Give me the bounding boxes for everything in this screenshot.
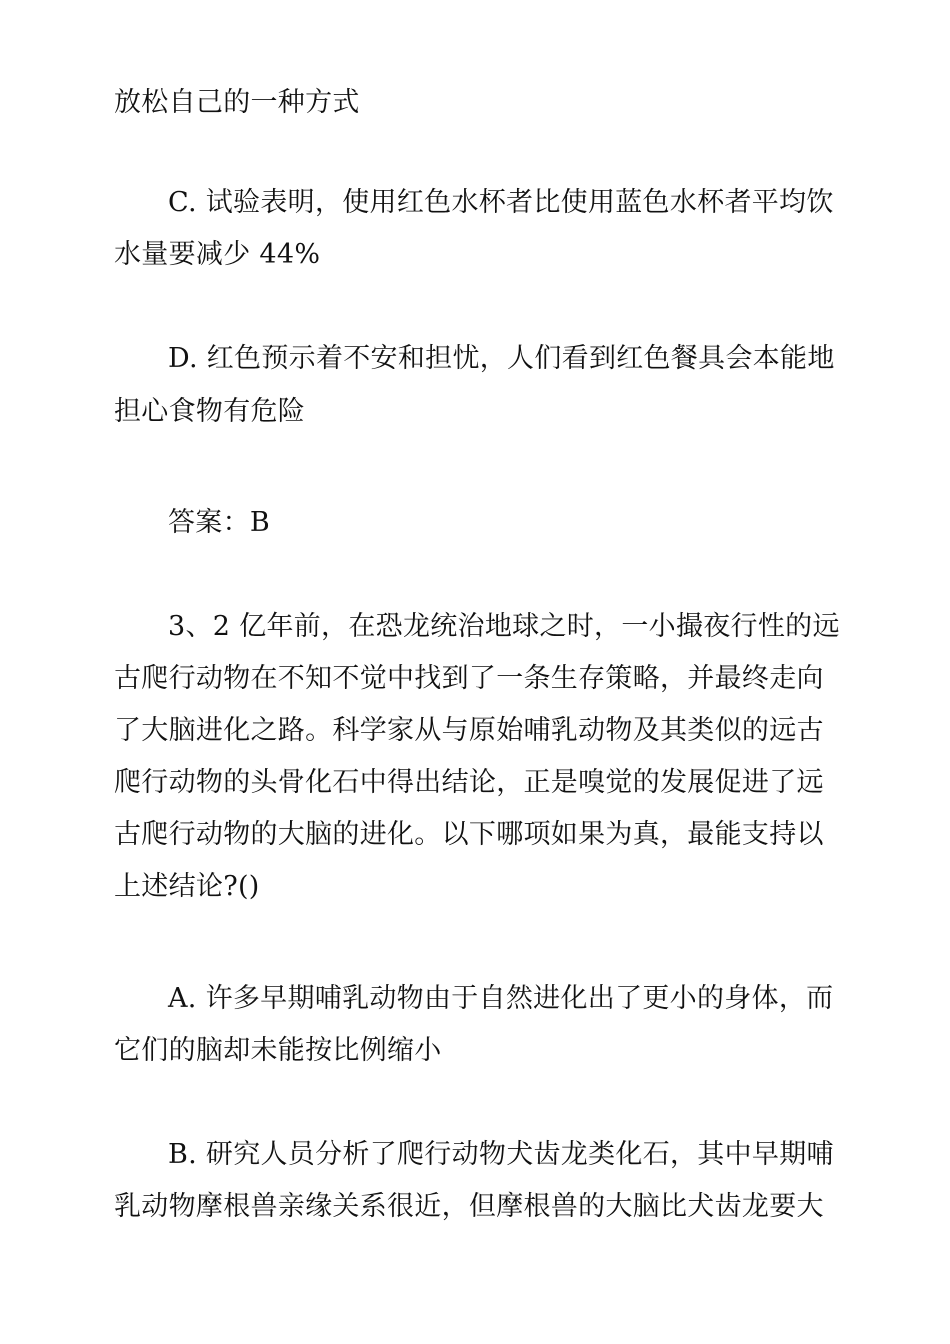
option-b-line-1: B. 研究人员分析了爬行动物犬齿龙类化石，其中早期哺	[168, 1139, 834, 1170]
option-d-line-1: D. 红色预示着不安和担忧，人们看到红色餐具会本能地	[168, 343, 835, 374]
option-a-line-1: A. 许多早期哺乳动物由于自然进化出了更小的身体，而	[168, 983, 834, 1014]
question-3-line-5: 古爬行动物的大脑的进化。以下哪项如果为真，最能支持以	[114, 819, 824, 850]
question-3-line-4: 爬行动物的头骨化石中得出结论，正是嗅觉的发展促进了远	[114, 767, 824, 798]
option-d-line-2: 担心食物有危险	[114, 396, 306, 427]
option-b-line-2: 乳动物摩根兽亲缘关系很近，但摩根兽的大脑比犬齿龙要大	[114, 1191, 824, 1222]
question-3-line-1: 3、2 亿年前，在恐龙统治地球之时，一小撮夜行性的远	[168, 611, 840, 642]
question-3-line-3: 了大脑进化之路。科学家从与原始哺乳动物及其类似的远古	[114, 715, 824, 746]
question-3-line-6: 上述结论?()	[114, 871, 260, 902]
question-3-line-2: 古爬行动物在不知不觉中找到了一条生存策略，并最终走向	[114, 663, 824, 694]
option-c-line-2: 水量要减少 44%	[114, 239, 321, 270]
text-line: 放松自己的一种方式	[114, 87, 360, 118]
option-c-line-1: C. 试验表明，使用红色水杯者比使用蓝色水杯者平均饮	[168, 187, 834, 218]
option-a-line-2: 它们的脑却未能按比例缩小	[114, 1035, 442, 1066]
answer-line: 答案：B	[168, 507, 271, 538]
